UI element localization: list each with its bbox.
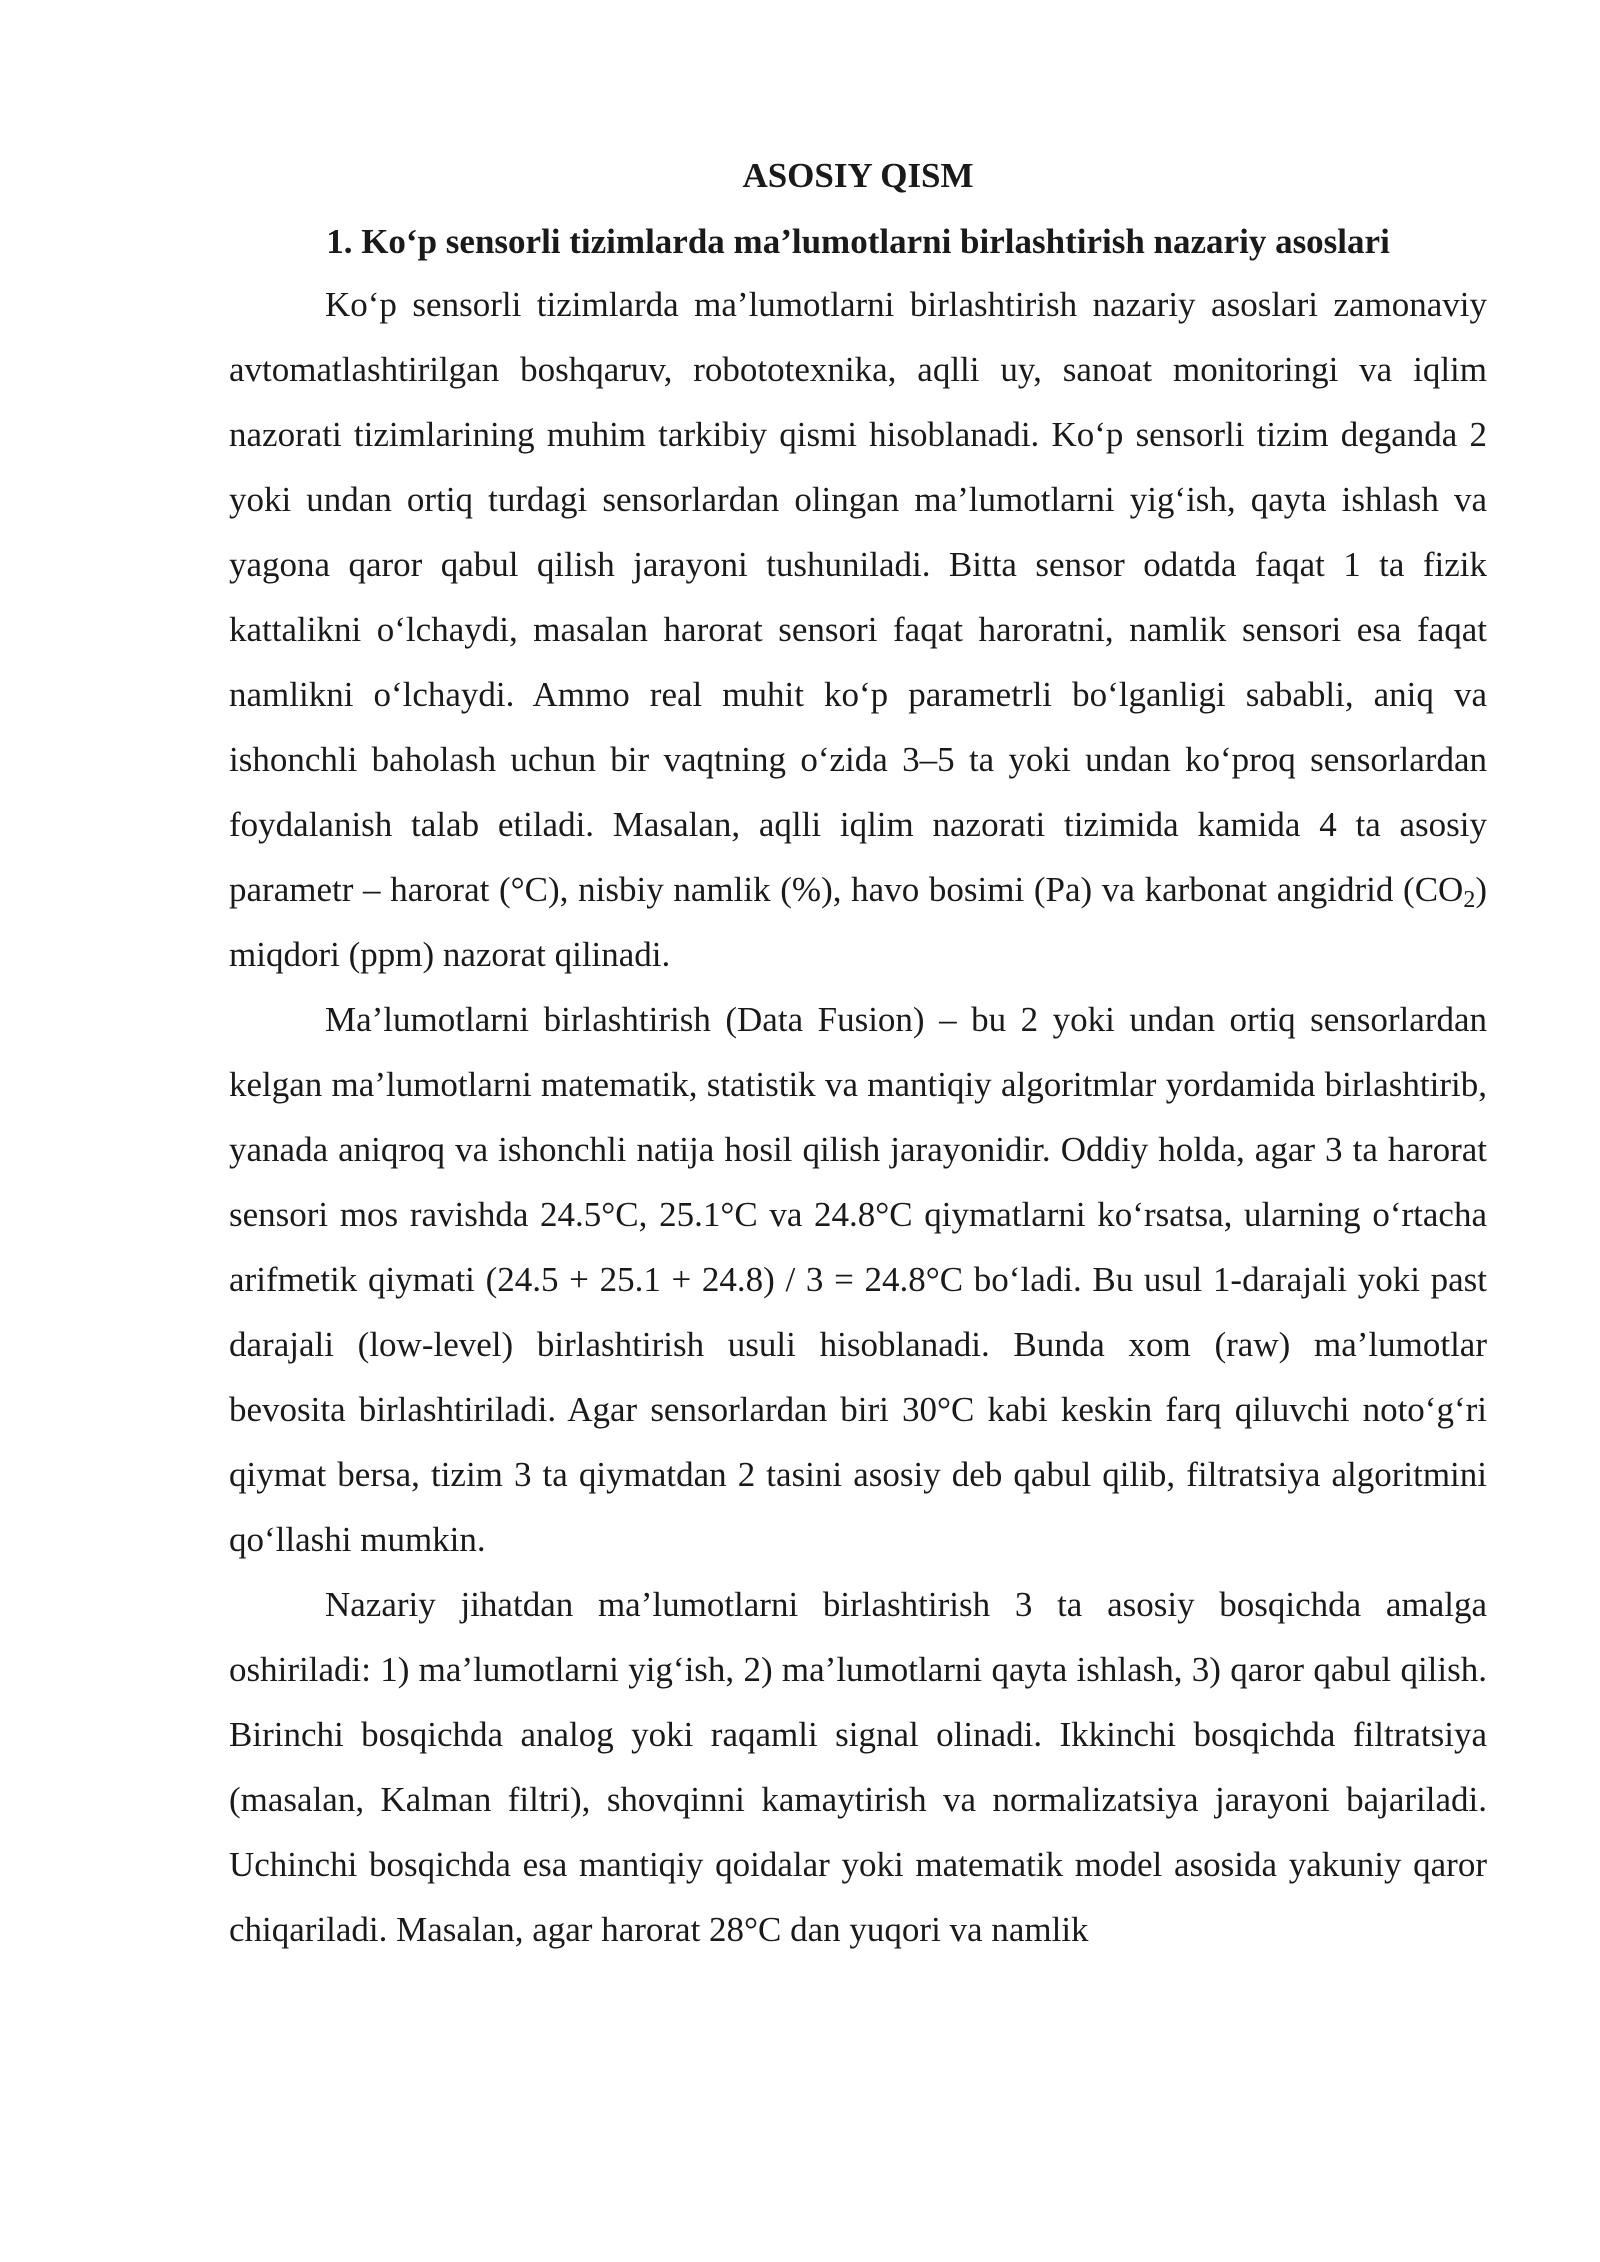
section-heading: 1. Ko‘p sensorli tizimlarda ma’lumotlarni birlashtirish nazariy asoslari — [326, 222, 1390, 261]
paragraph-1-tail: ) miqdori (ppm) nazorat qilinadi. — [229, 870, 1487, 974]
document-page — [229, 148, 1487, 1962]
paragraph-3: Nazariy jihatdan ma’lumotlarni birlashtirish 3 ta asosiy bosqichda amalga oshiriladi: 1) ma’lumotlarni yig‘ish, 2) ma’lumotlarni qayta ishlash, 3) qaror qabul qilish. Birinchi bosqichda analog yoki raqamli signal olinadi. Ikkinchi bosqichda filtratsiya (masalan, Kalman filtri), shovqinni kamaytirish va normalizatsiya jarayoni bajariladi. Uchinchi bosqichda esa mantiqiy qoidalar yoki matematik model asosida yakuniy qaror chiqariladi. Masalan, agar harorat 28°C dan yuqori va namlik — [229, 1585, 1487, 1949]
paragraph-1-text: Ko‘p sensorli tizimlarda ma’lumotlarni birlashtirish nazariy asoslari zamonaviy avtomatlashtirilgan boshqaruv, robototexnika, aqlli uy, sanoat monitoringi va iqlim nazorati tizimlarining muhim tarkibiy qismi hisoblanadi. Ko‘p sensorli tizim deganda 2 yoki undan ortiq turdagi sensorlardan olingan ma’lumotlarni yig‘ish, qayta ishlash va yagona qaror qabul qilish jarayoni tushuniladi. Bitta sensor odatda faqat 1 ta fizik kattalikni o‘lchaydi, masalan harorat sensori faqat haroratni, namlik sensori esa faqat namlikni o‘lchaydi. Ammo real muhit ko‘p parametrli bo‘lganligi sababli, aniq va ishonchli baholash uchun bir vaqtning o‘zida 3–5 ta yoki undan ko‘proq sensorlardan foydalanish talab etiladi. Masalan, aqlli iqlim nazorati tizimida kamida 4 ta asosiy parametr – harorat (°C), nisbiy namlik (%), havo bosimi (Pa) va karbonat angidrid (CO — [229, 285, 1487, 909]
co2-subscript: 2 — [1463, 887, 1476, 913]
paragraph-2: Ma’lumotlarni birlashtirish (Data Fusion) – bu 2 yoki undan ortiq sensorlardan kelgan ma’lumotlarni matematik, statistik va mantiqiy algoritmlar yordamida birlashtirib, yanada aniqroq va ishonchli natija hosil qilish jarayonidir. Oddiy holda, agar 3 ta harorat sensori mos ravishda 24.5°C, 25.1°C va 24.8°C qiymatlarni ko‘rsatsa, ularning o‘rtacha arifmetik qiymati (24.5 + 25.1 + 24.8) / 3 = 24.8°C bo‘ladi. Bu usul 1-darajali yoki past darajali (low-level) birlashtirish usuli hisoblanadi. Bunda xom (raw) ma’lumotlar bevosita birlashtiriladi. Agar sensorlardan biri 30°C kabi keskin farq qiluvchi noto‘g‘ri qiymat bersa, tizim 3 ta qiymatdan 2 tasini asosiy deb qabul qilib, filtratsiya algoritmini qo‘llashi mumkin. — [229, 1000, 1487, 1559]
page-title: ASOSIY QISM — [742, 156, 974, 195]
paragraph-1 — [229, 272, 1487, 987]
